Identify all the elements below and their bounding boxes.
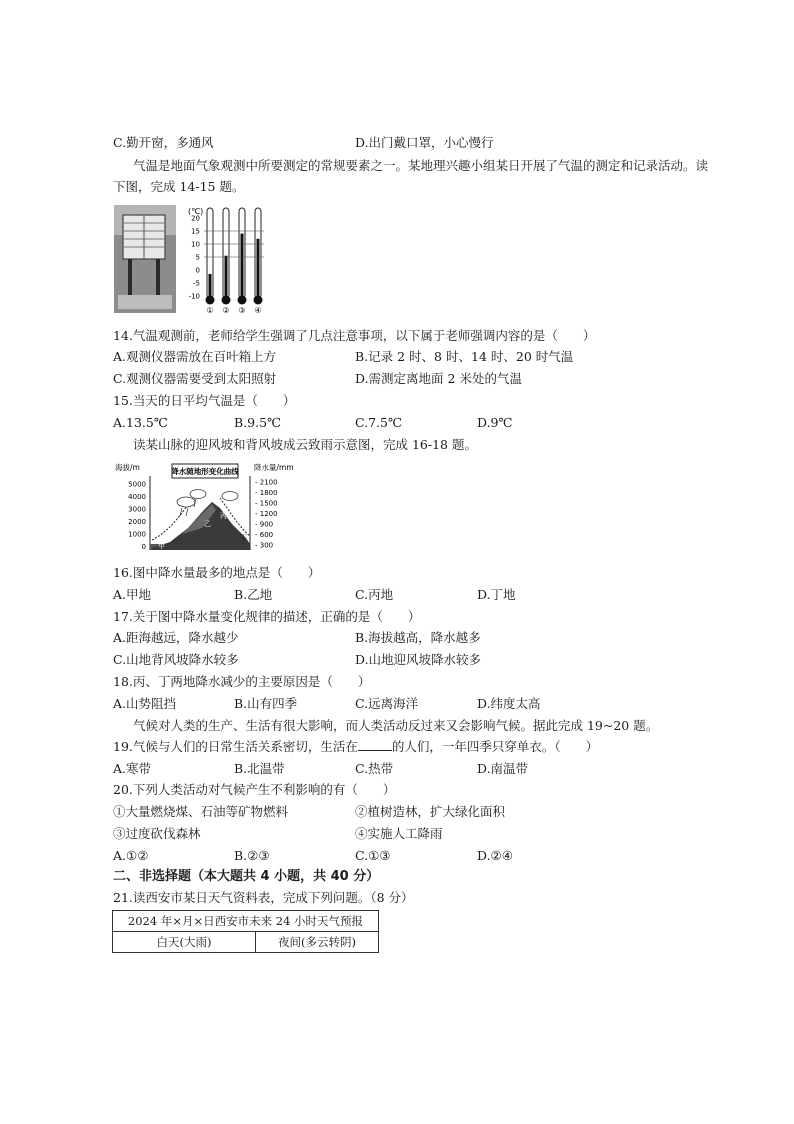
thermometer-number: ② xyxy=(222,306,230,315)
q19-blank[interactable] xyxy=(358,738,392,751)
q16-stem: 16.图中降水量最多的地点是（ ） xyxy=(113,565,321,580)
thermometer-mercury xyxy=(209,274,212,298)
q17-option-d[interactable]: D.山地迎风坡降水较多 xyxy=(355,652,482,667)
q15-option-d[interactable]: D.9℃ xyxy=(477,415,513,430)
q19-option-b[interactable]: B.北温带 xyxy=(234,761,285,776)
louver-box-photo xyxy=(114,205,176,313)
thermometer-number: ④ xyxy=(254,306,262,315)
q18-options xyxy=(113,695,673,713)
q18-option-b[interactable]: B.山有四季 xyxy=(234,696,298,711)
thermometer-bulb xyxy=(238,296,247,305)
place-yi: 乙 xyxy=(204,520,211,528)
q17-stem: 17.关于图中降水量变化规律的描述，正确的是（ ） xyxy=(113,609,421,624)
thermo-tick: 15 xyxy=(191,227,200,236)
left-tick-labels xyxy=(128,481,146,552)
q16-option-d[interactable]: D.丁地 xyxy=(477,587,516,602)
q14-options-row2 xyxy=(113,370,673,388)
thermometer-mercury xyxy=(225,256,228,298)
q21-stem: 21.读西安市某日天气资料表，完成下列问题。（8 分） xyxy=(113,890,414,905)
thermometer-number: ① xyxy=(206,306,214,315)
precipitation-tick: - 2100 xyxy=(255,478,278,487)
q19-stem-after: 的人们，一年四季只穿单衣。（ ） xyxy=(391,739,599,754)
altitude-tick: 5000 xyxy=(128,480,146,489)
thermo-tick: -5 xyxy=(193,279,200,288)
intro-16-18: 读某山脉的迎风坡和背风坡成云致雨示意图，完成 16-18 题。 xyxy=(133,437,477,452)
q15-option-c[interactable]: C.7.5℃ xyxy=(355,415,402,430)
precipitation-tick: - 1800 xyxy=(255,489,278,497)
legend-title: 降水随地形变化曲线 xyxy=(171,467,239,476)
q14-option-b[interactable]: B.记录 2 时、8 时、14 时、20 时气温 xyxy=(355,349,574,364)
section2-title: 二、非选择题（本大题共 4 小题，共 40 分） xyxy=(113,869,380,884)
q18-stem: 18.丙、丁两地降水减少的主要原因是（ ） xyxy=(113,674,371,689)
q16-options xyxy=(113,586,673,604)
forecast-night-cell: 夜间(多云转阴) xyxy=(256,932,379,953)
altitude-tick: 0 xyxy=(141,543,146,551)
q17-option-b[interactable]: B.海拔越高，降水越多 xyxy=(355,630,481,645)
thermo-tick: 5 xyxy=(195,253,200,262)
mountain-precipitation-figure xyxy=(112,458,294,558)
q14-option-c[interactable]: C.观测仪器需要受到太阳照射 xyxy=(113,371,277,386)
thermometer-bulb xyxy=(206,296,215,305)
q20-items-row2 xyxy=(113,825,673,843)
q20-item-4: ④实施人工降雨 xyxy=(355,826,443,841)
thermometer-mercury xyxy=(257,239,260,298)
q20-option-c[interactable]: C.①③ xyxy=(355,848,391,863)
intro-19-20: 气候对人类的生产、生活有很大影响，而人类活动反过来又会影响气候。据此完成 19~20 题。 xyxy=(133,718,659,733)
left-axis-label: 海拔/m xyxy=(115,463,140,472)
thermo-unit: (℃) xyxy=(188,207,204,216)
q13-options xyxy=(113,134,673,152)
q20-item-3: ③过度砍伐森林 xyxy=(113,826,201,841)
q16-option-a[interactable]: A.甲地 xyxy=(113,587,152,602)
q19-stem xyxy=(113,738,598,756)
q16-option-c[interactable]: C.丙地 xyxy=(355,587,394,602)
thermometer-bulb xyxy=(254,296,263,305)
q14-stem: 14.气温观测前，老师给学生强调了几点注意事项，以下属于老师强调内容的是（ ） xyxy=(113,328,596,343)
thermometer-number: ③ xyxy=(238,306,246,315)
thermo-tick: 0 xyxy=(195,266,200,275)
q18-option-a[interactable]: A.山势阻挡 xyxy=(113,696,177,711)
q16-option-b[interactable]: B.乙地 xyxy=(234,587,273,602)
q13-option-c[interactable]: C.勤开窗，多通风 xyxy=(113,135,214,150)
q15-option-b[interactable]: B.9.5℃ xyxy=(234,415,282,430)
q20-option-d[interactable]: D.②④ xyxy=(477,848,513,863)
precipitation-tick: - 300 xyxy=(255,541,274,550)
q15-stem: 15.当天的日平均气温是（ ） xyxy=(113,393,296,408)
intro-14-15-line1: 气温是地面气象观测中所要测定的常规要素之一。某地理兴趣小组某日开展了气温的测定和记录活动。读 xyxy=(133,158,709,173)
q20-option-b[interactable]: B.②③ xyxy=(234,848,270,863)
q20-stem: 20.下列人类活动对气候产生不利影响的有（ ） xyxy=(113,782,396,797)
place-bing: 丙 xyxy=(220,512,227,520)
thermo-tick: -10 xyxy=(188,292,200,301)
q14-options-row1 xyxy=(113,348,673,366)
q20-option-a[interactable]: A.①② xyxy=(113,848,149,863)
altitude-tick: 3000 xyxy=(128,505,146,514)
intro-14-15-line2: 下图，完成 14-15 题。 xyxy=(113,179,245,194)
q19-option-a[interactable]: A.寒带 xyxy=(113,761,152,776)
thermometer-mercury xyxy=(241,234,244,298)
right-tick-labels xyxy=(255,479,278,550)
thermo-tick: 20 xyxy=(191,214,200,223)
q17-options-row2 xyxy=(113,651,673,669)
forecast-table xyxy=(112,910,379,953)
q17-option-c[interactable]: C.山地背风坡降水较多 xyxy=(113,652,239,667)
thermo-bodies xyxy=(204,208,264,305)
place-jia: 甲 xyxy=(158,542,165,550)
q18-option-d[interactable]: D.纬度太高 xyxy=(477,696,541,711)
precipitation-tick: - 1200 xyxy=(255,510,278,518)
precipitation-tick: - 600 xyxy=(255,531,274,539)
altitude-tick: 4000 xyxy=(128,493,146,501)
q19-stem-before: 19.气候与人们的日常生活关系密切，生活在 xyxy=(113,739,358,754)
thermo-number-labels xyxy=(206,306,261,315)
q14-option-d[interactable]: D.需测定离地面 2 米处的气温 xyxy=(355,371,522,386)
q20-items-row1 xyxy=(113,803,673,821)
thermometer-figure xyxy=(186,204,270,316)
q17-option-a[interactable]: A.距海越远，降水越少 xyxy=(113,630,239,645)
thermo-tick-labels xyxy=(189,215,200,301)
precipitation-tick: - 1500 xyxy=(255,499,278,508)
q17-options-row1 xyxy=(113,629,673,647)
q20-options xyxy=(113,847,673,865)
altitude-tick: 1000 xyxy=(128,530,146,539)
q19-option-d[interactable]: D.南温带 xyxy=(477,761,529,776)
q20-item-2: ②植树造林，扩大绿化面积 xyxy=(355,804,506,819)
altitude-tick: 2000 xyxy=(128,518,146,526)
q13-option-d[interactable]: D.出门戴口罩，小心慢行 xyxy=(355,135,494,150)
q19-options xyxy=(113,760,673,778)
q15-options xyxy=(113,414,673,432)
thermo-tick: 10 xyxy=(191,240,200,249)
forecast-table-title: 2024 年×月×日西安市未来 24 小时天气预报 xyxy=(113,911,379,932)
right-axis-label: 降水量/mm xyxy=(254,463,294,472)
q15-option-a[interactable]: A.13.5℃ xyxy=(113,415,168,430)
q18-option-c[interactable]: C.远离海洋 xyxy=(355,696,419,711)
q14-option-a[interactable]: A.观测仪器需放在百叶箱上方 xyxy=(113,349,277,364)
q20-item-1: ①大量燃烧煤、石油等矿物燃料 xyxy=(113,804,289,819)
precipitation-tick: - 900 xyxy=(255,520,274,529)
place-ding: 丁 xyxy=(240,534,247,542)
q19-option-c[interactable]: C.热带 xyxy=(355,761,394,776)
thermometer-bulb xyxy=(222,296,231,305)
forecast-day-cell: 白天(大雨) xyxy=(113,932,256,953)
